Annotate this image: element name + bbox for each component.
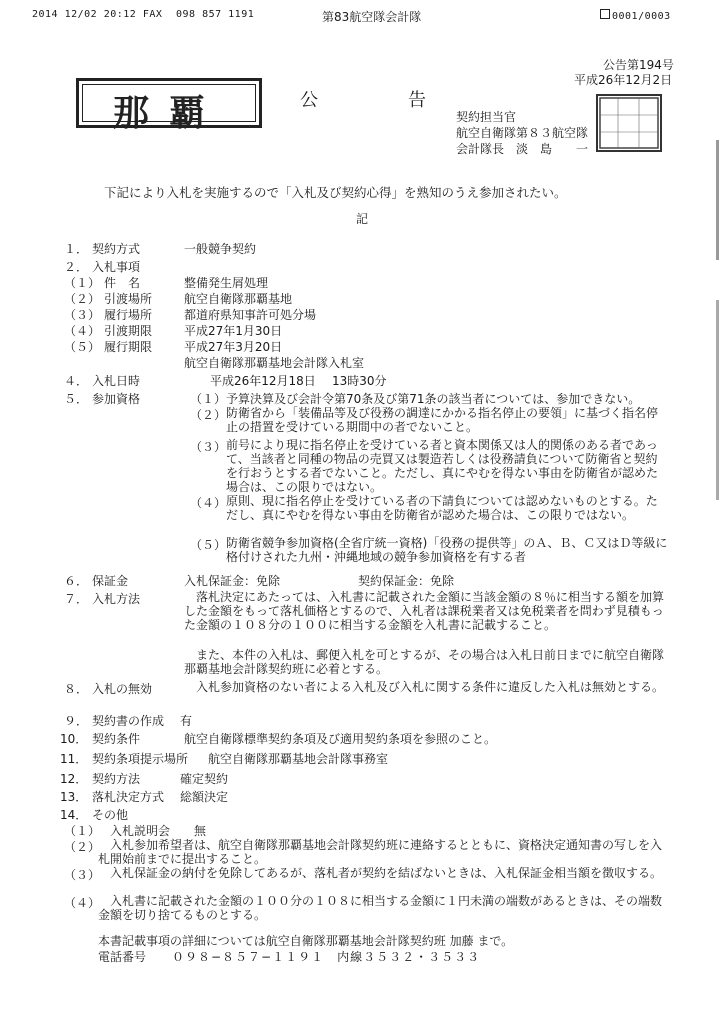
item-14-2-text: 入札参加希望者は、航空自衛隊那覇基地会計隊契約班に連絡するとともに、資格決定通知書の写しを入札開始前までに提出すること。	[98, 838, 663, 866]
item-5-4-text: 原則、現に指名停止を受けている者の下請負については認めないものとする。ただし、真にやむを得ない事由を防衛省が認めた場合は、この限りではない。	[226, 494, 658, 522]
item-10-label: 契約条件	[92, 732, 141, 746]
contact-text: 本書記載事項の詳細については航空自衛隊那覇基地会計隊契約班 加藤 まで。	[98, 934, 514, 948]
item-11-no: 11．	[60, 752, 88, 766]
scan-edge-mark-lower	[716, 300, 719, 500]
item-9-no: ９．	[64, 714, 89, 728]
bidding-place: 航空自衛隊那覇基地会計隊入札室	[184, 356, 365, 370]
item-14-4-no: （４）	[64, 896, 101, 910]
item-2-3-no: （３）	[64, 308, 101, 322]
item-7-no: ７．	[64, 592, 89, 606]
contract-officer-label: 契約担当官	[456, 110, 517, 124]
phone-number: ０９８−８５７−１１９１ 内線３５３２・３５３３	[172, 950, 481, 964]
item-8-text: 入札参加資格のない者による入札及び入札に関する条件に違反した入札は無効とする。	[196, 680, 665, 694]
item-2-5-no: （５）	[64, 340, 101, 354]
item-4-label: 入札日時	[92, 374, 141, 388]
contract-bond-value: 契約保証金：免除	[358, 574, 455, 588]
fax-page-number: 0001/0003	[600, 9, 671, 22]
item-12-no: 12．	[60, 772, 88, 786]
item-4-time: 13時30分	[332, 374, 387, 388]
item-2-label: 入札事項	[92, 260, 141, 274]
official-seal-graphic	[598, 96, 660, 150]
item-2-4-label: 引渡期限	[104, 324, 153, 338]
item-5-2-text: 防衛省から「装備品等及び役務の調達にかかる指名停止の要領」に基づく指名停止の措置を受けている期間中の者でないこと。	[226, 406, 659, 434]
item-14-3-no: （３）	[64, 868, 101, 882]
item-11-value: 航空自衛隊那覇基地会計隊事務室	[208, 752, 389, 766]
item-6-label: 保証金	[92, 574, 129, 588]
naha-stamp-text: 那覇	[112, 92, 225, 134]
item-8-label: 入札の無効	[92, 682, 153, 696]
item-5-5-text: 防衛省競争参加資格(全省庁統一資格)「役務の提供等」のＡ、Ｂ、Ｃ又はＤ等級に格付けされた九州・沖縄地域の競争参加資格を有する者	[226, 536, 668, 564]
item-2-1-label: 件 名	[104, 276, 141, 290]
fax-number: 098 857 1191	[176, 9, 255, 20]
item-9-label: 契約書の作成	[92, 714, 165, 728]
item-5-label: 参加資格	[92, 392, 141, 406]
item-2-5-value: 平成27年3月20日	[184, 340, 283, 354]
item-5-1-no: （１）	[190, 392, 227, 406]
item-1-no: １．	[64, 242, 89, 256]
notice-number: 公告第194号	[603, 58, 674, 72]
item-13-label: 落札決定方式	[92, 790, 165, 804]
item-5-no: ５．	[64, 392, 89, 406]
item-12-value: 確定契約	[180, 772, 229, 786]
item-5-3-text: 前号により現に指名停止を受けている者と資本関係又は人的関係のある者であって、当該者と同種の物品の売買又は製造若しくは役務請負について防衛省と契約を行おうとする者でないこと。ただし、真にやむを得ない事由を防衛省が認めた場合は、この限りではない。	[226, 438, 659, 494]
item-5-5-no: （５）	[190, 538, 227, 552]
item-2-2-value: 航空自衛隊那覇基地	[184, 292, 293, 306]
item-13-no: 13．	[60, 790, 88, 804]
item-7-paragraph-2: また、本件の入札は、郵便入札を可とするが、その場合は入札日前日までに航空自衛隊那覇基地会計隊契約班に必着とする。	[184, 648, 665, 676]
item-14-3-text: 入札保証金の納付を免除してあるが、落札者が契約を結ばないときは、入札保証金相当額を徴収する。	[110, 866, 663, 880]
item-4-no: ４．	[64, 374, 89, 388]
fax-page-icon	[600, 9, 610, 19]
item-10-no: 10．	[60, 732, 88, 746]
item-2-2-label: 引渡場所	[104, 292, 153, 306]
item-7-paragraph-1: 落札決定にあたっては、入札書に記載された金額に当該金額の８％に相当する額を加算した金額をもって落札価格とするので、入札者は課税業者又は免税業者を問わず見積もった金額の１０８分の１００に相当する金額を入札書に記載すること。	[184, 590, 665, 632]
item-8-no: ８．	[64, 682, 89, 696]
item-2-no: ２．	[64, 260, 89, 274]
item-10-value: 航空自衛隊標準契約条項及び適用契約条項を参照のこと。	[184, 732, 497, 746]
fax-timestamp: 2014 12/02 20:12 FAX	[32, 9, 163, 20]
item-2-3-value: 都道府県知事許可処分場	[184, 308, 317, 322]
item-4-value: 平成26年12月18日	[210, 374, 316, 388]
officer-name: 会計隊長 淡 島 一	[456, 142, 589, 156]
page-title: 公 告	[300, 90, 462, 111]
item-1-value: 一般競争契約	[184, 242, 257, 256]
item-2-4-value: 平成27年1月30日	[184, 324, 283, 338]
item-2-4-no: （４）	[64, 324, 101, 338]
naha-stamp	[76, 78, 262, 134]
item-14-no: 14．	[60, 808, 88, 822]
ki-heading: 記	[356, 212, 369, 226]
officer-unit: 航空自衛隊第８３航空隊	[456, 126, 589, 140]
item-14-4-text: 入札書に記載された金額の１００分の１０８に相当する金額に１円未満の端数があるときは、その端数金額を切り捨てるものとする。	[98, 894, 663, 922]
item-11-label: 契約条項提示場所	[92, 752, 189, 766]
notice-date: 平成26年12月2日	[574, 73, 673, 87]
item-5-3-no: （３）	[190, 440, 227, 454]
item-5-4-no: （４）	[190, 496, 227, 510]
item-2-1-no: （１）	[64, 276, 101, 290]
item-2-3-label: 履行場所	[104, 308, 153, 322]
fax-sender: 第83航空隊会計隊	[322, 10, 422, 24]
phone-label: 電話番号	[98, 950, 147, 964]
item-14-label: その他	[92, 808, 129, 822]
item-14-1-no: （１）	[64, 824, 101, 838]
bid-bond-value: 入札保証金：免除	[184, 574, 281, 588]
item-13-value: 総額決定	[180, 790, 229, 804]
item-1-label: 契約方式	[92, 242, 141, 256]
item-5-1-text: 予算決算及び会計令第70条及び第71条の該当者については、参加できない。	[226, 392, 641, 406]
item-14-1-text: 入札説明会 無	[110, 824, 207, 838]
scan-edge-mark	[716, 140, 719, 260]
item-2-5-label: 履行期限	[104, 340, 153, 354]
item-14-2-no: （２）	[64, 840, 101, 854]
item-7-label: 入札方法	[92, 592, 141, 606]
item-9-value: 有	[180, 714, 193, 728]
item-5-2-no: （２）	[190, 408, 227, 422]
item-2-1-value: 整備発生屑処理	[184, 276, 269, 290]
item-12-label: 契約方法	[92, 772, 141, 786]
official-seal	[596, 94, 662, 152]
item-2-2-no: （２）	[64, 292, 101, 306]
intro-text: 下記により入札を実施するので「入札及び契約心得」を熟知のうえ参加されたい。	[104, 185, 567, 200]
item-6-no: ６．	[64, 574, 89, 588]
